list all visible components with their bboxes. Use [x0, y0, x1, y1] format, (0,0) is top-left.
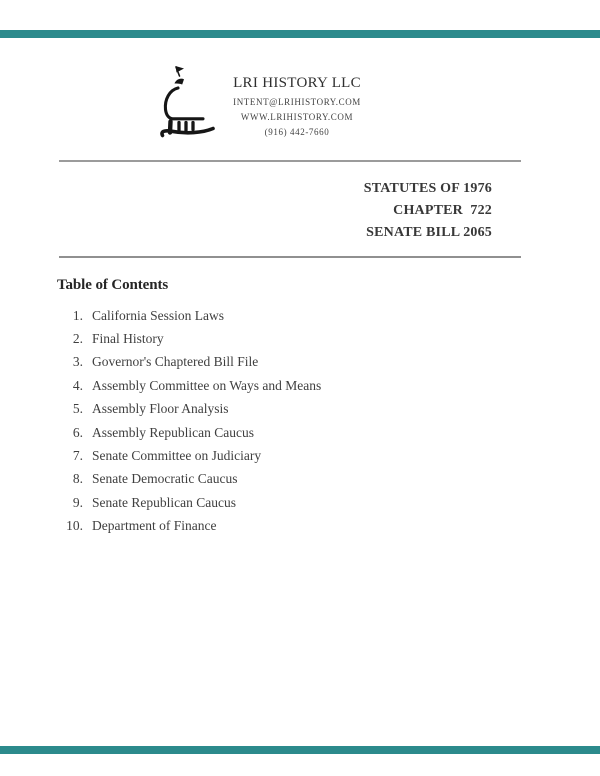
toc-item: [0, 304, 600, 327]
toc-item: [0, 491, 600, 514]
toc-item: [0, 327, 600, 350]
toc-item-number: 9.: [72, 494, 83, 510]
toc-item-label: California Session Laws: [92, 307, 224, 323]
toc-item-number: 6.: [72, 424, 83, 440]
toc-item-label: Final History: [92, 331, 164, 347]
toc-heading: Table of Contents: [57, 277, 169, 293]
company-name: LRI HISTORY LLC: [233, 75, 361, 91]
toc-item-number: 2.: [72, 331, 83, 347]
toc-item: [0, 398, 600, 421]
toc-item-label: Assembly Floor Analysis: [92, 401, 229, 417]
toc-item-number: 4.: [72, 377, 83, 393]
header-divider-rule: [59, 160, 521, 162]
company-email: INTENT@LRIHISTORY.COM: [233, 97, 361, 107]
toc-item-label: Governor's Chaptered Bill File: [92, 354, 259, 370]
bottom-accent-bar: [0, 746, 600, 754]
toc-item-label: Senate Republican Caucus: [92, 494, 236, 510]
toc-item-label: Senate Committee on Judiciary: [92, 448, 262, 464]
letterhead: [175, 74, 419, 139]
toc-item-label: Assembly Republican Caucus: [92, 424, 254, 440]
toc-item-label: Assembly Committee on Ways and Means: [92, 377, 322, 393]
toc-item: [0, 515, 600, 538]
toc-item: [0, 468, 600, 491]
company-phone: (916) 442-7660: [264, 126, 330, 137]
toc-item: [0, 421, 600, 444]
toc-item-number: 1.: [72, 307, 83, 323]
reference-divider-rule: [59, 256, 521, 258]
toc-list: [0, 304, 600, 538]
toc-item-label: Senate Democratic Caucus: [92, 471, 238, 487]
company-website: WWW.LRIHISTORY.COM: [240, 111, 354, 122]
top-accent-bar: [0, 30, 600, 38]
toc-item-label: Department of Finance: [92, 518, 217, 534]
toc-item: [0, 351, 600, 374]
toc-item-number: 7.: [72, 448, 83, 464]
senate-bill-line: SENATE BILL 2065: [366, 225, 492, 240]
toc-item-number: 10.: [66, 518, 83, 534]
chapter-line: CHAPTER 722: [393, 203, 492, 218]
statutes-line: STATUTES OF 1976: [363, 181, 492, 196]
toc-item-number: 8.: [72, 471, 83, 487]
toc-item: [0, 374, 600, 397]
toc-item-number: 5.: [72, 401, 83, 417]
bill-reference-block: [364, 178, 492, 244]
toc-item-number: 3.: [72, 354, 83, 370]
toc-item: [0, 444, 600, 467]
